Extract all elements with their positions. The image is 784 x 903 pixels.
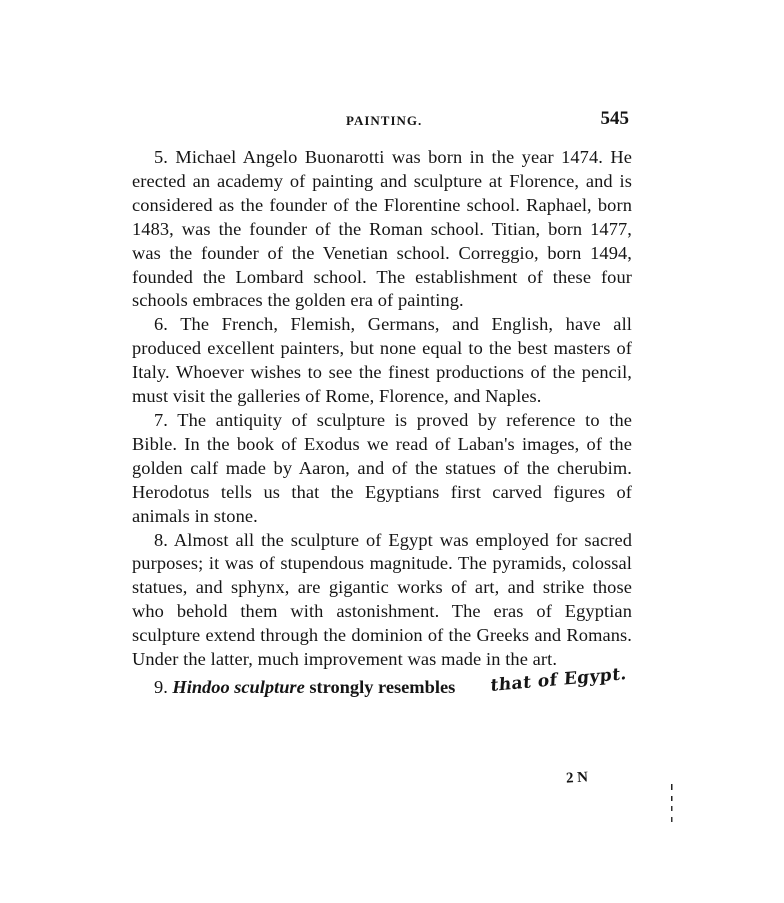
page-number: 545 — [600, 108, 629, 129]
paragraph-6: 6. The French, Flemish, Germans, and English, have all produced excellent painters, but none equal to the best masters of Italy. Whoever wishes to see the finest productions of the pencil, must visit the galleries of Rome, Florence, and Naples. — [132, 314, 632, 407]
paragraph-9-number: 9. — [154, 676, 168, 697]
paragraph-8: 8. Almost all the sculpture of Egypt was employed for sacred purposes; it was of stupendous magnitude. The pyramids, colossal statues, and sphynx, are gigantic works of art, and strike those who behold them with astonishment. The eras of Egyptian sculpture extend through the dominion of the Greeks and Romans. Under the latter, much improvement was made in the art. — [132, 529, 632, 670]
edge-mark — [671, 806, 673, 811]
paragraph-9-bold-phrase: strongly resembles — [309, 676, 456, 697]
running-head — [132, 108, 632, 136]
edge-mark — [671, 784, 673, 790]
paragraph-7: 7. The antiquity of sculpture is proved by reference to the Bible. In the book of Exodus we read of Laban's images, of the golden calf made by Aaron, and of the statues of the cherubim. Herodotus tells us that the Egyptians first carved figures of animals in stone. — [132, 409, 632, 526]
paragraph-5: 5. Michael Angelo Buonarotti was born in the year 1474. He erected an academy of painting and sculpture at Florence, and is considered as the founder of the Florentine school. Raphael, born 1483, was the founder of the Roman school. Titian, born 1477, was the founder of the Venetian school. Correggio, born 1494, founded the Lombard school. The establishment of these four schools embraces the golden era of painting. — [132, 147, 632, 311]
page-edge-marks — [670, 784, 674, 826]
paragraph-9-warped-phrase: that of Egypt. — [489, 663, 628, 697]
edge-mark — [671, 796, 673, 801]
paragraph-9-italic-phrase: Hindoo sculpture — [172, 676, 305, 697]
running-title: PAINTING. — [346, 113, 423, 128]
edge-mark — [671, 817, 673, 822]
paragraph-9-first-line — [132, 663, 632, 700]
body-text — [132, 146, 632, 700]
signature-mark: 2 N — [565, 769, 589, 787]
